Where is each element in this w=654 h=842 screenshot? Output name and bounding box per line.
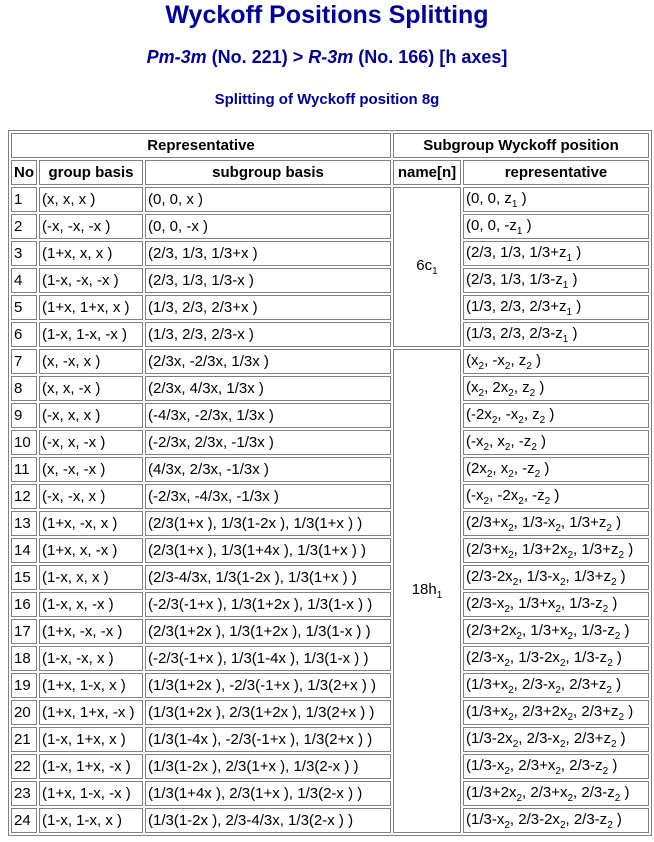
row-number: 20 (11, 700, 37, 725)
representative-cell: (0, 0, $z_1$ ) (463, 187, 649, 212)
representative-cell: ($-x_2$, $x_2$, $-z_2$ ) (463, 430, 649, 455)
table-row (11, 241, 649, 266)
group-basis-cell: (1+x, -x, -x ) (39, 619, 143, 644)
group-basis-cell: (x, x, x ) (39, 187, 143, 212)
representative-cell: (0, 0, $-z_1$ ) (463, 214, 649, 239)
group-basis-cell: (1+x, -x, x ) (39, 511, 143, 536)
table-row (11, 619, 649, 644)
group-basis-cell: (1-x, -x, x ) (39, 646, 143, 671)
representative-cell: ($1/3-2x_2$, $2/3-x_2$, $2/3+z_2$ ) (463, 727, 649, 752)
row-number: 5 (11, 295, 37, 320)
row-number: 3 (11, 241, 37, 266)
row-number: 24 (11, 808, 37, 833)
wyckoff-name-18h1 (393, 349, 461, 833)
subgroup-number: (No. 166) (358, 47, 435, 67)
representative-cell: ($2/3+2x_2$, $1/3+x_2$, $1/3-z_2$ ) (463, 619, 649, 644)
representative-cell: ($2/3+x_2$, $1/3+2x_2$, $1/3+z_2$ ) (463, 538, 649, 563)
subgroup-basis-cell: (-2/3(-1+x ), 1/3(1+2x ), 1/3(1-x ) ) (145, 592, 391, 617)
row-number: 11 (11, 457, 37, 482)
table-row (11, 565, 649, 590)
group-basis-cell: (1+x, 1+x, x ) (39, 295, 143, 320)
table-row (11, 538, 649, 563)
table-row (11, 673, 649, 698)
subgroup-basis-cell: (1/3, 2/3, 2/3-x ) (145, 322, 391, 347)
wyckoff-letter: 18h (411, 581, 437, 598)
subgroup-basis-cell: (-2/3(-1+x ), 1/3(1-4x ), 1/3(1-x ) ) (145, 646, 391, 671)
representative-cell: (1/3, 2/3, $2/3+z_1$ ) (463, 295, 649, 320)
subgroup-basis-cell: (-2/3x, 2/3x, -1/3x ) (145, 430, 391, 455)
group-basis-cell: (-x, x, x ) (39, 403, 143, 428)
table-row (11, 430, 649, 455)
subgroup-basis-cell: (2/3x, -2/3x, 1/3x ) (145, 349, 391, 374)
table-row (11, 754, 649, 779)
representative-cell: ($x_2$, $2x_2$, $z_2$ ) (463, 376, 649, 401)
representative-cell: ($1/3+x_2$, $2/3+2x_2$, $2/3+z_2$ ) (463, 700, 649, 725)
representative-cell: ($-x_2$, $-2x_2$, $-z_2$ ) (463, 484, 649, 509)
table-row (11, 727, 649, 752)
representative-cell: ($2/3-2x_2$, $1/3-x_2$, $1/3+z_2$ ) (463, 565, 649, 590)
representative-cell: ($1/3+x_2$, $2/3-x_2$, $2/3+z_2$ ) (463, 673, 649, 698)
table-row (11, 808, 649, 833)
col-no-header: No (11, 160, 37, 185)
row-number: 10 (11, 430, 37, 455)
subgroup-basis-cell: (1/3(1-2x ), 2/3-4/3x, 1/3(2-x ) ) (145, 808, 391, 833)
group-basis-cell: (1-x, 1+x, -x ) (39, 754, 143, 779)
representative-cell: (1/3, 2/3, $2/3-z_1$ ) (463, 322, 649, 347)
table-row (11, 646, 649, 671)
row-number: 17 (11, 619, 37, 644)
wyckoff-index: 1 (432, 266, 438, 277)
subgroup-basis-cell: (0, 0, x ) (145, 187, 391, 212)
group-basis-cell: (x, x, -x ) (39, 376, 143, 401)
subgroup-basis-cell: (1/3(1-2x ), 2/3(1+x ), 1/3(2-x ) ) (145, 754, 391, 779)
representative-cell: ($1/3+2x_2$, $2/3+x_2$, $2/3-z_2$ ) (463, 781, 649, 806)
col-representative-header: representative (463, 160, 649, 185)
row-number: 7 (11, 349, 37, 374)
subgroup-basis-cell: (2/3, 1/3, 1/3-x ) (145, 268, 391, 293)
subgroup-symbol: R-3m (308, 47, 354, 67)
row-number: 1 (11, 187, 37, 212)
subgroup-basis-cell: (2/3-4/3x, 1/3(1-2x ), 1/3(1+x ) ) (145, 565, 391, 590)
group-basis-cell: (1-x, 1+x, x ) (39, 727, 143, 752)
group-basis-cell: (1+x, 1-x, x ) (39, 673, 143, 698)
representative-cell: ($-2x_2$, $-x_2$, $z_2$ ) (463, 403, 649, 428)
page-title: Wyckoff Positions Splitting (165, 1, 489, 29)
group-basis-cell: (1+x, 1-x, -x ) (39, 781, 143, 806)
group-basis-cell: (1-x, x, -x ) (39, 592, 143, 617)
representative-cell: ($x_2$, $-x_2$, $z_2$ ) (463, 349, 649, 374)
subgroup-basis-cell: (2/3, 1/3, 1/3+x ) (145, 241, 391, 266)
row-number: 22 (11, 754, 37, 779)
subgroup-basis-cell: (1/3(1+4x ), 2/3(1+x ), 1/3(2-x ) ) (145, 781, 391, 806)
table-row (11, 484, 649, 509)
subgroup-basis-cell: (2/3(1+2x ), 1/3(1+2x ), 1/3(1-x ) ) (145, 619, 391, 644)
wyckoff-index: 1 (436, 590, 443, 601)
row-number: 16 (11, 592, 37, 617)
row-number: 13 (11, 511, 37, 536)
subgroup-basis-cell: (1/3(1+2x ), 2/3(1+2x ), 1/3(2+x ) ) (145, 700, 391, 725)
subgroup-basis-cell: (4/3x, 2/3x, -1/3x ) (145, 457, 391, 482)
table-row (11, 214, 649, 239)
row-number: 21 (11, 727, 37, 752)
table-row (11, 187, 649, 212)
wyckoff-letter: 6c (416, 257, 433, 274)
table-row (11, 457, 649, 482)
group-basis-cell: (x, -x, x ) (39, 349, 143, 374)
wyckoff-name-6c1 (393, 187, 461, 347)
group-basis-cell: (-x, -x, x ) (39, 484, 143, 509)
group-basis-cell: (-x, x, -x ) (39, 430, 143, 455)
subgroup-basis-cell: (1/3(1-4x ), -2/3(-1+x ), 1/3(2+x ) ) (145, 727, 391, 752)
row-number: 14 (11, 538, 37, 563)
row-number: 19 (11, 673, 37, 698)
col-name-header: name[n] (393, 160, 461, 185)
group-basis-cell: (1-x, 1-x, -x ) (39, 322, 143, 347)
representative-cell: ($1/3-x_2$, $2/3-2x_2$, $2/3-z_2$ ) (463, 808, 649, 833)
relation-sign: > (292, 47, 304, 67)
col-subgroup-basis-header: subgroup basis (145, 160, 391, 185)
representative-cell: ($2/3-x_2$, $1/3-2x_2$, $1/3-z_2$ ) (463, 646, 649, 671)
splitting-subtitle: Splitting of Wyckoff position 8g (214, 91, 440, 108)
axes-setting: [h axes] (439, 47, 508, 67)
group-basis-cell: (1+x, x, x ) (39, 241, 143, 266)
representative-cell: (2/3, 1/3, $1/3-z_1$ ) (463, 268, 649, 293)
group-basis-cell: (1+x, x, -x ) (39, 538, 143, 563)
table-row (11, 781, 649, 806)
row-number: 12 (11, 484, 37, 509)
group-basis-cell: (x, -x, -x ) (39, 457, 143, 482)
table-body (11, 187, 649, 833)
group-basis-cell: (1-x, 1-x, x ) (39, 808, 143, 833)
subgroup-basis-cell: (-2/3x, -4/3x, -1/3x ) (145, 484, 391, 509)
row-number: 6 (11, 322, 37, 347)
table-row (11, 322, 649, 347)
row-number: 18 (11, 646, 37, 671)
subgroup-basis-cell: (1/3, 2/3, 2/3+x ) (145, 295, 391, 320)
col-group-basis-header: group basis (39, 160, 143, 185)
row-number: 9 (11, 403, 37, 428)
row-number: 8 (11, 376, 37, 401)
group-basis-cell: (-x, -x, -x ) (39, 214, 143, 239)
subgroup-basis-cell: (2/3(1+x ), 1/3(1+4x ), 1/3(1+x ) ) (145, 538, 391, 563)
table-row (11, 295, 649, 320)
representative-cell: ($2/3+x_2$, $1/3-x_2$, $1/3+z_2$ ) (463, 511, 649, 536)
row-number: 2 (11, 214, 37, 239)
group-basis-cell: (1-x, -x, -x ) (39, 268, 143, 293)
subgroup-basis-cell: (2/3(1+x ), 1/3(1-2x ), 1/3(1+x ) ) (145, 511, 391, 536)
subgroup-basis-cell: (1/3(1+2x ), -2/3(-1+x ), 1/3(2+x ) ) (145, 673, 391, 698)
table-row (11, 700, 649, 725)
splitting-table (8, 130, 652, 836)
subgroup-basis-cell: (2/3x, 4/3x, 1/3x ) (145, 376, 391, 401)
group-number: (No. 221) (211, 47, 288, 67)
table-row (11, 349, 649, 374)
group-basis-cell: (1+x, 1+x, -x ) (39, 700, 143, 725)
table-row (11, 403, 649, 428)
table-row (11, 376, 649, 401)
representative-cell: ($2/3-x_2$, $1/3+x_2$, $1/3-z_2$ ) (463, 592, 649, 617)
row-number: 23 (11, 781, 37, 806)
row-number: 15 (11, 565, 37, 590)
group-basis-cell: (1-x, x, x ) (39, 565, 143, 590)
subgroup-basis-cell: (0, 0, -x ) (145, 214, 391, 239)
subgroup-wyckoff-header: Subgroup Wyckoff position (393, 133, 649, 158)
row-number: 4 (11, 268, 37, 293)
subgroup-basis-cell: (-4/3x, -2/3x, 1/3x ) (145, 403, 391, 428)
representative-cell: ($1/3-x_2$, $2/3+x_2$, $2/3-z_2$ ) (463, 754, 649, 779)
table-row (11, 268, 649, 293)
table-row (11, 592, 649, 617)
representative-header: Representative (11, 133, 391, 158)
representative-cell: ($2x_2$, $x_2$, $-z_2$ ) (463, 457, 649, 482)
table-row (11, 511, 649, 536)
group-symbol: Pm-3m (146, 47, 207, 67)
representative-cell: (2/3, 1/3, $1/3+z_1$ ) (463, 241, 649, 266)
group-subgroup-heading (0, 45, 654, 69)
